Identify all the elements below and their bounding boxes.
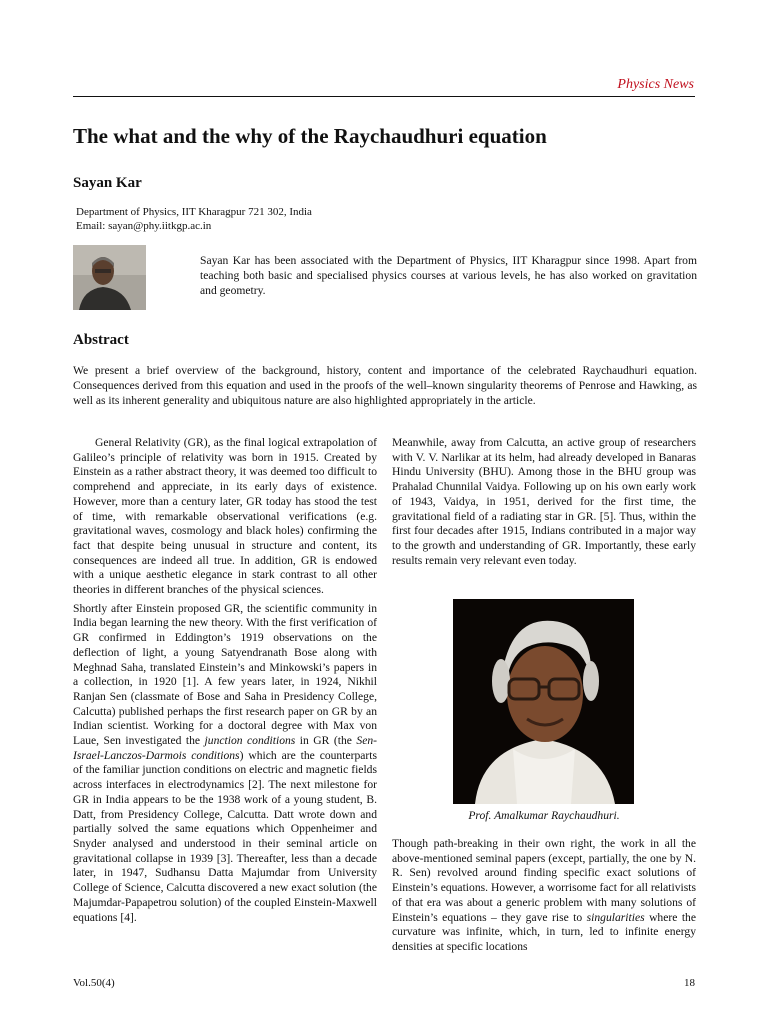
text-run: Though path-breaking in their own right, the work in all the above-mentioned seminal papers (except, partially, the one by N. R. Sen) revolved around finding specific exact solutions of Einstein’s equations. However, a worrisome fact for all relativists of that era was about a generic problem with many solutions of Einstein’s equations – they gave rise to xyxy=(392,837,696,924)
abstract-heading: Abstract xyxy=(73,332,129,348)
email: Email: sayan@phy.iitkgp.ac.in xyxy=(76,220,212,232)
author-name: Sayan Kar xyxy=(73,175,142,191)
figure-caption: Prof. Amalkumar Raychaudhuri. xyxy=(468,809,620,822)
right-column-bottom xyxy=(392,837,696,959)
paragraph: Meanwhile, away from Calcutta, an active group of researchers with V. V. Narlikar at its helm, had already developed in Banaras Hindu University (BHU). Among those in the BHU group was Prahalad Chunnilal Vaidya. Following up on his own early work of 1943, Vaidya, in 1951, derived for the first time, the gravitational field of a radiating star in GR. [5]. Thus, within the first four decades after 1915, Indians contributed in a major way to the growth and understanding of GR. Importantly, these early results remain very relevant even today. xyxy=(392,436,696,567)
emphasis: Sen-Israel-Lanczos-Darmois conditions xyxy=(73,734,377,762)
section-tag: Physics News xyxy=(617,77,694,92)
article-title: The what and the why of the Raychaudhuri equation xyxy=(73,124,547,148)
affiliation xyxy=(76,205,312,233)
raychaudhuri-photo xyxy=(453,599,634,804)
text-run: ) which are the counterparts of the familiar junction conditions on electric and magnetic fields across interfaces in electrodynamics [2]. The next milestone for GR in India appears to be the 1938 work of a young student, B. Datt, from Presidency College, Calcutta. Datt wrote down and partially solved the same equations which Oppenheimer and Snyder analysed and understood in their seminal article on gravitational collapse in 1939 [3]. Thereafter, less than a decade later, in 1947, Sudhansu Datta Majumdar from University College of Science, Calcutta discovered a new exact solution (the Majumdar-Papapetrou solution) of the coupled Einstein-Maxwell equations [4]. xyxy=(73,748,377,924)
right-column-top xyxy=(392,436,696,572)
text-run: in GR (the xyxy=(295,734,357,748)
department: Department of Physics, IIT Kharagpur 721 302, India xyxy=(76,206,312,218)
left-column xyxy=(73,436,377,929)
author-photo xyxy=(73,245,146,310)
header-rule xyxy=(73,96,695,97)
paragraph: General Relativity (GR), as the final logical extrapolation of Galileo’s principle of relativity was born in 1915. Created by Einstein as a rather abstract theory, it was deemed too difficult to comprehend and appreciate, in its early days of existence. However, more than a century later, GR today has stood the test of time, with remarkable observational verifications (e.g. gravitational waves, cosmology and black holes) confirming the fact that despite being unusual in structure and content, its consequences are indeed all true. In addition, GR is endowed with a unique aesthetic elegance in stark contrast to all other theories in different branches of the physical sciences. xyxy=(73,436,377,597)
footer-volume: Vol.50(4) xyxy=(73,977,115,989)
author-bio: Sayan Kar has been associated with the Department of Physics, IIT Kharagpur since 1998. Apart from teaching both basic and specialised physics courses at various levels, he has also worked on gravitation and geometry. xyxy=(200,254,697,297)
raychaudhuri-portrait-illustration xyxy=(453,599,634,804)
paragraph xyxy=(73,602,377,925)
text-run: where the curvature was infinite, which, in turn, led to infinite energy densities at specific locations xyxy=(392,910,696,953)
author-photo-illustration xyxy=(73,245,146,310)
footer-page-number: 18 xyxy=(684,977,695,989)
paragraph xyxy=(392,837,696,955)
emphasis: junction conditions xyxy=(204,734,296,748)
text-run: Shortly after Einstein proposed GR, the scientific community in India began learning the new theory. With the first verification of GR confirmed in Eddington’s 1919 observations on the deflection of light, a young Satyendranath Bose along with Meghnad Saha, translated Einstein’s and Minkowski’s papers in a collection, in 1920 [1]. A few years later, in 1924, Nikhil Ranjan Sen (classmate of Bose and Saha in Presidency College, Calcutta) published perhaps the first research paper on GR by an Indian scientist. Working for a doctoral degree with Max von Laue, Sen investigated the xyxy=(73,601,377,748)
abstract-text: We present a brief overview of the background, history, content and importance of the celebrated Raychaudhuri equation. Consequences derived from this equation and used in the proofs of the well–known singularity theorems of Penrose and Hawking, as well as its inherent generality and ubiquitous nature are also highlighted appropriately in the article. xyxy=(73,364,697,407)
emphasis: singularities xyxy=(586,910,645,924)
